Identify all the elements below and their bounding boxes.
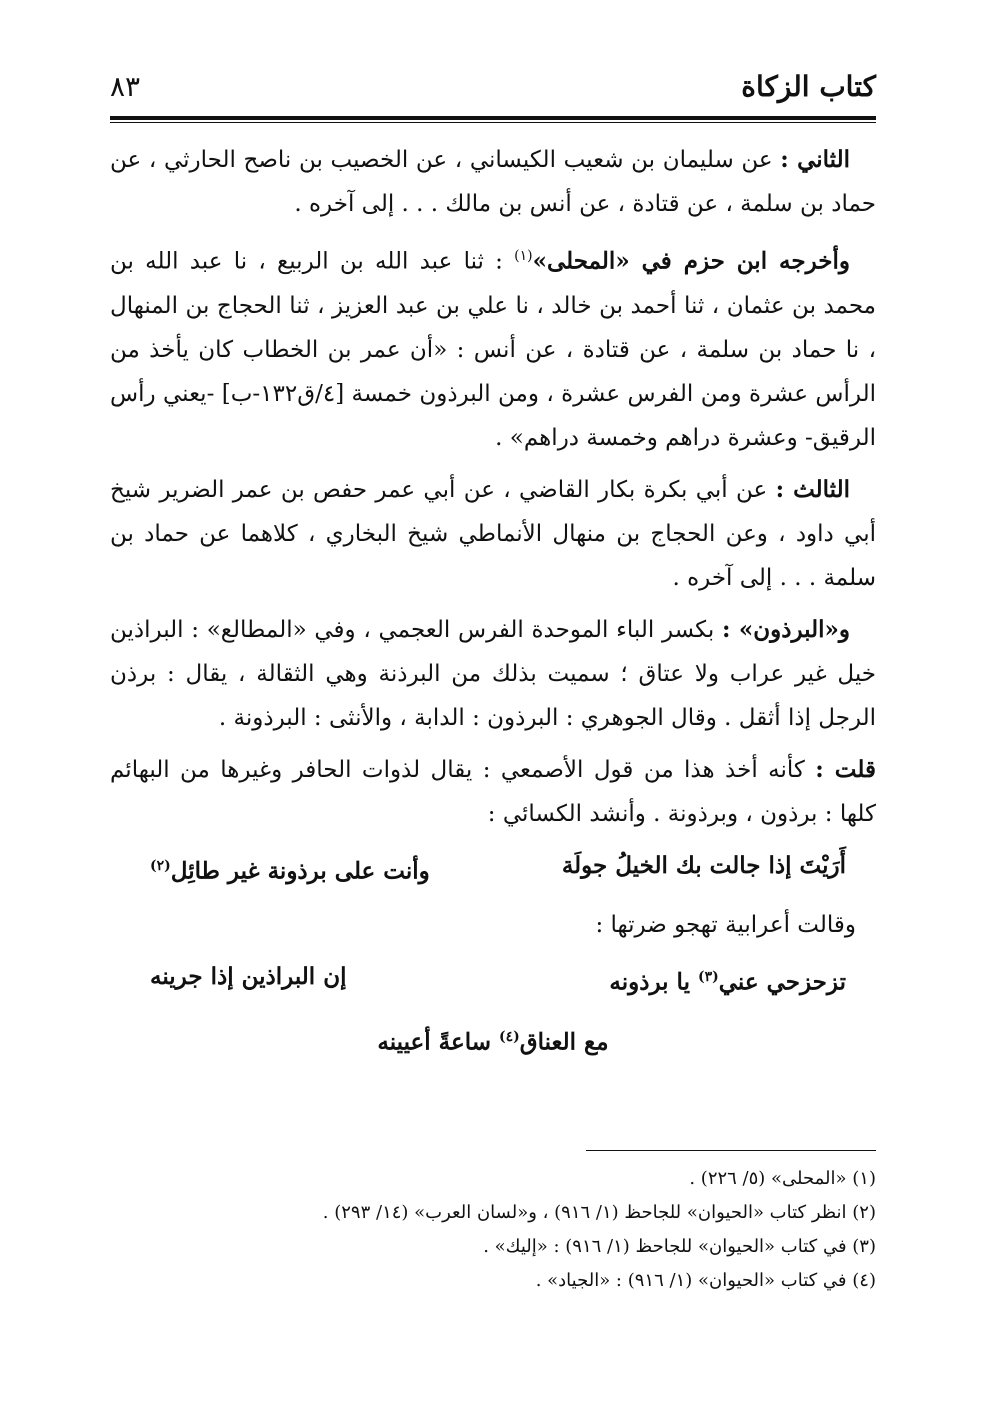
paragraph-text: وقالت أعرابية تهجو ضرتها : — [595, 912, 856, 939]
footnotes — [110, 1162, 876, 1298]
paragraph — [110, 468, 876, 600]
footnote: (١) «المحلى» (٥/ ٢٢٦) . — [689, 1168, 876, 1189]
paragraph-text: عن أبي بكرة بكار القاضي ، عن أبي عمر حفص بن عمر الضرير شيخ أبي داود ، وعن الحجاج بن منهال الأنماطي شيخ البخاري ، كلاهما عن حماد بن سلمة . . . إلى آخره . — [110, 476, 876, 591]
verse-hemistich-left: إن البراذين إذا جرينه — [150, 963, 347, 991]
verse-hemistich-left: وأنت على برذونة غير طائِل$^{(٢)}$ — [150, 857, 430, 885]
paragraph-lead: وأخرجه ابن حزم في «المحلى» — [532, 247, 850, 275]
footnote-separator — [586, 1150, 876, 1151]
paragraph-lead: الثاني : — [780, 146, 851, 173]
footnote-ref: (٢) — [150, 857, 171, 874]
paragraph-lead: قلت : — [815, 755, 876, 783]
header-rule — [110, 116, 876, 120]
verse-line — [150, 844, 846, 894]
header-rule-thin — [110, 122, 876, 123]
paragraph-lead: الثالث : — [775, 475, 851, 503]
verse-hemistich-right: تزحزحي عني$^{(٣)}$ يا برذونه — [609, 968, 846, 996]
footnote-ref: (٣) — [697, 969, 719, 986]
verse-hemistich-right: أَرَيْتَ إذا جالت بك الخيلُ جولَة — [561, 851, 846, 879]
verse-line-centered: مع العناق$^{(٤)}$ ساعةً أعيينه — [377, 1028, 609, 1056]
page-header — [110, 64, 876, 118]
paragraph-text: كأنه أخذ هذا من قول الأصمعي : يقال لذوات الحافر وغيرها من البهائم كلها : برذون ، وبرذونة . وأنشد الكسائي : — [110, 756, 876, 827]
main-text — [110, 138, 876, 1075]
footnote-ref: (٤) — [498, 1028, 520, 1045]
paragraph — [110, 138, 876, 226]
paragraph — [110, 903, 876, 947]
paragraph — [110, 608, 876, 740]
paragraph — [110, 748, 876, 836]
paragraph — [110, 234, 876, 460]
footnote-ref: (١) — [514, 248, 533, 264]
paragraph-text: بكسر الباء الموحدة الفرس العجمي ، وفي «المطالع» : البراذين خيل غير عراب ولا عتاق ؛ سميت بذلك من البرذنة وهي الثقالة ، يقال : برذن الرجل إذا أثقل . وقال الجوهري : البرذون : الدابة ، والأنثى : البرذونة . — [110, 616, 876, 731]
page-number: ٨٣ — [110, 70, 141, 103]
footnote: (٣) في كتاب «الحيوان» للجاحظ (١/ ٩١٦) : «إليك» . — [483, 1236, 876, 1257]
paragraph-lead: و«البرذون» : — [721, 615, 850, 643]
footnote: (٢) انظر كتاب «الحيوان» للجاحظ (١/ ٩١٦) ، و«لسان العرب» (١٤/ ٢٩٣) . — [322, 1202, 876, 1223]
verse-line — [150, 955, 846, 1005]
paragraph-text: : ثنا عبد الله بن الربيع ، نا عبد الله بن محمد بن عثمان ، ثنا أحمد بن خالد ، نا علي بن عبد العزيز ، ثنا الحجاج بن المنهال ، نا حماد بن سلمة ، عن قتادة ، عن أنس : «أن عمر بن الخطاب كان يأخذ من الرأس عشرة ومن الفرس عشرة ، ومن البرذون خمسة [٤/ق١٣٢-ب] -يعني رأس الرقيق- وعشرة دراهم وخمسة دراهم» . — [110, 248, 876, 451]
footnote: (٤) في كتاب «الحيوان» (١/ ٩١٦) : «الجياد» . — [535, 1270, 876, 1291]
chapter-title: كتاب الزكاة — [741, 70, 876, 103]
paragraph-text: عن سليمان بن شعيب الكيساني ، عن الخصيب بن ناصح الحارثي ، عن حماد بن سلمة ، عن قتادة ، عن أنس بن مالك . . . إلى آخره . — [110, 147, 876, 217]
